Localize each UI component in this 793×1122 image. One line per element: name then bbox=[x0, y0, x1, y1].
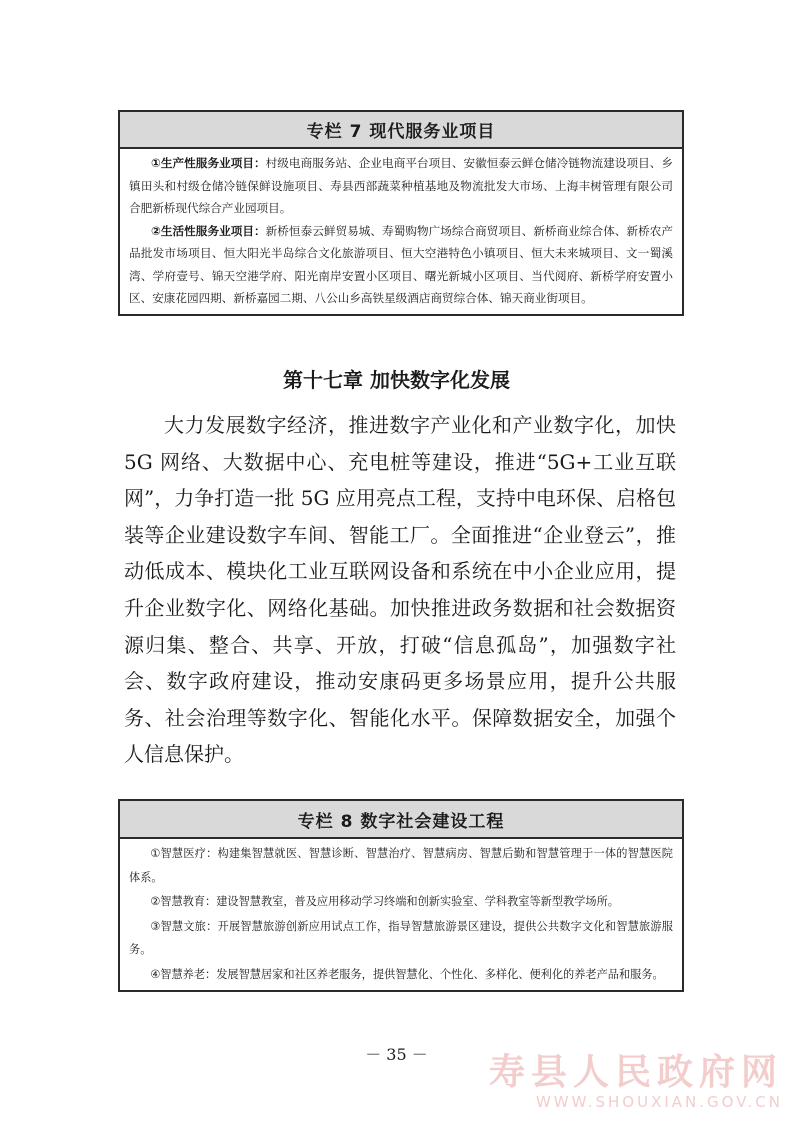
box7-item-living bbox=[129, 220, 673, 310]
box8-item-text: 构建集智慧就医、智慧诊断、智慧治疗、智慧病房、智慧后勤和智慧管理于一体的智慧医院体系。 bbox=[129, 847, 673, 884]
column-box-8-title: 专栏 8 数字社会建设工程 bbox=[120, 801, 682, 839]
watermark-cn: 寿县人民政府网 bbox=[488, 1052, 783, 1093]
box7-item-label: ②生活性服务业项目： bbox=[151, 223, 266, 238]
box8-item-label: ③智慧文旅： bbox=[150, 919, 218, 933]
page-number: － 35 － bbox=[365, 1045, 428, 1064]
box8-item-education bbox=[129, 890, 673, 914]
box7-item-text: 村级电商服务站、企业电商平台项目、安徽恒泰云鲜仓储冷链物流建设项目、乡镇田头和村级仓储冷链保鲜设施项目、寿县西部蔬菜种植基地及物流批发大市场、上海丰树管理有限公司合肥新桥现代综合产业园项目。 bbox=[129, 156, 673, 215]
column-box-7 bbox=[118, 110, 684, 316]
box7-item-text: 新桥恒泰云鲜贸易城、寿蜀购物广场综合商贸项目、新桥商业综合体、新桥农产品批发市场项目、恒大阳光半岛综合文化旅游项目、恒大空港特色小镇项目、恒大未来城项目、文一蜀溪湾、学府壹号、锦天空港学府、阳光南岸安置小区项目、曙光新城小区项目、当代阅府、新桥学府安置小区、安康花园四期、新桥嘉园二期、八公山乡高铁星级酒店商贸综合体、锦天商业街项目。 bbox=[129, 223, 673, 305]
column-box-7-body bbox=[120, 149, 682, 314]
box8-item-elderly bbox=[129, 963, 673, 987]
body-paragraph: 大力发展数字经济，推进数字产业化和产业数字化，加快 5G 网络、大数据中心、充电桩等建设，推进“5G+工业互联网”，力争打造一批 5G 应用亮点工程，支持中电环保、启格包装等企业建设数字车间、智能工厂。全面推进“企业登云”，推动低成本、模块化工业互联网设备和系统在中小企业应用，提升企业数字化、网络化基础。加快推进政务数据和社会数据资源归集、整合、共享、开放，打破“信息孤岛”，加强数字社会、数字政府建设，推动安康码更多场景应用，提升公共服务、社会治理等数字化、智能化水平。保障数据安全，加强个人信息保护。 bbox=[124, 413, 676, 767]
box8-item-tourism bbox=[129, 915, 673, 962]
box8-item-label: ①智慧医疗： bbox=[150, 847, 218, 860]
watermark-en: WWW.SHOUXIAN.GOV.CN bbox=[535, 1093, 783, 1111]
chapter-title: 第十七章 加快数字化发展 bbox=[283, 368, 510, 392]
column-box-8-body bbox=[120, 839, 682, 990]
box8-item-text: 开展智慧旅游创新应用试点工作，指导智慧旅游景区建设，提供公共数字文化和智慧旅游服务。 bbox=[129, 919, 673, 956]
box7-item-label: ①生产性服务业项目： bbox=[151, 156, 266, 170]
box8-item-label: ②智慧教育： bbox=[150, 895, 217, 908]
box8-item-text: 发展智慧居家和社区养老服务，提供智慧化、个性化、多样化、便利化的养老产品和服务。 bbox=[216, 967, 664, 981]
box8-item-medical bbox=[129, 842, 673, 889]
box7-item-productive bbox=[129, 152, 673, 220]
box8-item-label: ④智慧养老： bbox=[150, 967, 217, 981]
column-box-8 bbox=[118, 799, 684, 992]
box8-item-text: 建设智慧教室，普及应用移动学习终端和创新实验室、学科教室等新型教学场所。 bbox=[216, 895, 619, 908]
column-box-7-title: 专栏 7 现代服务业项目 bbox=[120, 112, 682, 149]
watermark bbox=[489, 1053, 783, 1111]
